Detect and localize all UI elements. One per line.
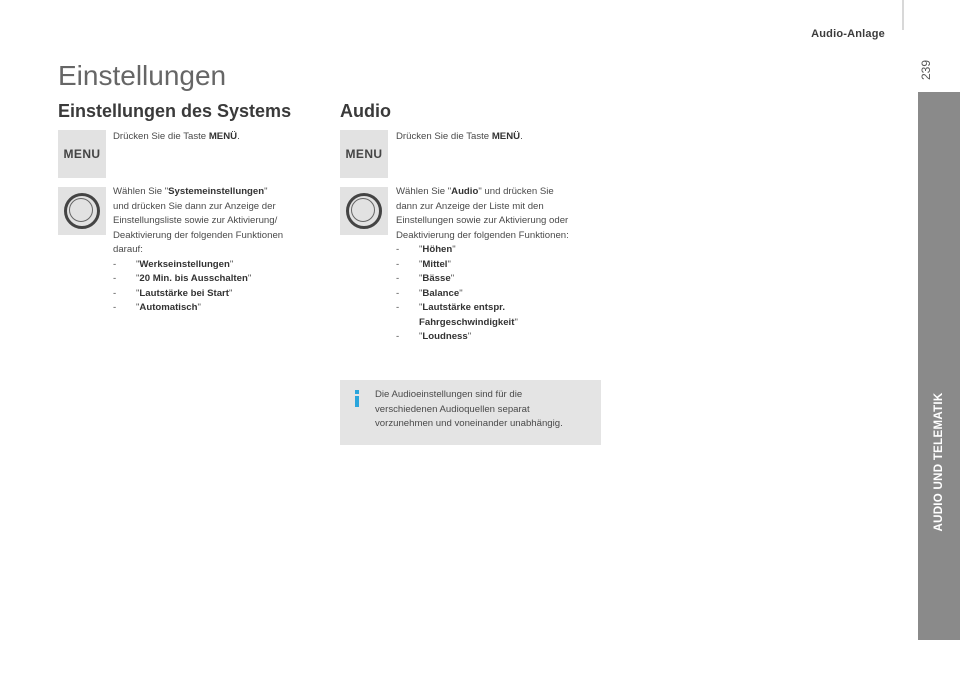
list-item: - "Loudness" bbox=[396, 331, 472, 342]
list-item: - "Lautstärke entspr. Fahrgeschwindigkeit" bbox=[396, 302, 518, 328]
info-icon bbox=[352, 390, 362, 410]
audio-press-menu-text: Drücken Sie die Taste MENÜ. bbox=[396, 131, 523, 142]
rotary-knob-icon bbox=[340, 187, 388, 235]
page-title: Einstellungen bbox=[58, 60, 227, 91]
chapter-sidebar bbox=[918, 92, 960, 690]
info-note bbox=[340, 380, 601, 445]
list-item: - "Mittel" bbox=[396, 258, 451, 270]
list-item: - "Balance" bbox=[396, 287, 463, 299]
audio-heading: Audio bbox=[340, 101, 391, 121]
list-item: - "Automatisch" bbox=[113, 302, 201, 313]
menu-key-icon: MENU bbox=[58, 130, 106, 178]
list-item: - "Werkseinstellungen" bbox=[113, 258, 234, 270]
chapter-label: AUDIO UND TELEMATIK bbox=[933, 392, 945, 532]
menu-key-icon: MENU bbox=[340, 130, 388, 178]
list-item: - "Höhen" bbox=[396, 244, 456, 255]
list-item: - "Bässe" bbox=[396, 273, 455, 284]
system-settings-heading: Einstellungen des Systems bbox=[58, 101, 292, 121]
list-item: - "Lautstärke bei Start" bbox=[113, 287, 233, 299]
rotary-knob-icon bbox=[58, 187, 106, 235]
audio-instructions: Wählen Sie "Audio" und drücken Sie dann zur Anzeige der Liste mit den Einstellungen sowie zur Aktivierung oder Deaktivierung der folgenden Funktionen: - "Höhen" - "Mittel" - "Bässe" - "Balance" - "Lautstärke entspr. Fahrgeschwindigkeit" - "Loudness" bbox=[396, 185, 601, 345]
page-number: 239 bbox=[919, 59, 933, 81]
system-instructions: Wählen Sie "Systemeinstellungen" und drücken Sie dann zur Anzeige der Einstellungsliste sowie zur Aktivierung/ Deaktivierung der folgenden Funktionen darauf: - "Werkseinstellungen" - "20 Min. bis Ausschalten" - "Lautstärke bei Start" - "Automatisch" bbox=[113, 185, 313, 316]
running-header-title: Audio-Anlage bbox=[811, 28, 885, 40]
header-divider bbox=[902, 0, 904, 30]
system-press-menu-text: Drücken Sie die Taste MENÜ. bbox=[113, 131, 240, 142]
chapter-number: 10 bbox=[920, 652, 958, 690]
list-item: - "20 Min. bis Ausschalten" bbox=[113, 273, 252, 284]
info-note-text: Die Audioeinstellungen sind für die verschiedenen Audioquellen separat vorzunehmen und voneinander unabhängig. bbox=[375, 389, 563, 429]
